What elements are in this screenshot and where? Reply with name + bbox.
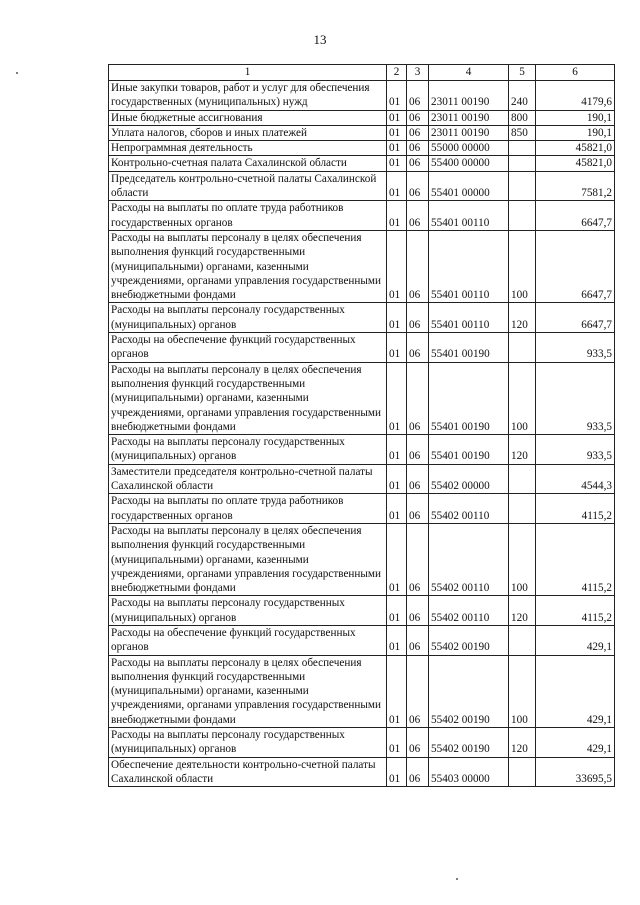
amount-cell: 4115,2 [536,494,615,524]
table-row [109,435,615,465]
amount-cell: 933,5 [536,362,615,434]
table-row [109,156,615,171]
row-name-cell: Заместители председателя контрольно-счетной палаты Сахалинской области [109,464,387,494]
col-header-6: 6 [536,65,615,81]
amount-cell: 6647,7 [536,201,615,231]
expense-type-cell: 100 [509,362,536,434]
target-article-cell: 55000 00000 [429,141,509,156]
table-row [109,201,615,231]
subsection-code-cell: 06 [407,81,429,111]
target-article-cell: 55400 00000 [429,156,509,171]
expense-type-cell [509,171,536,201]
section-code-cell: 01 [387,464,407,494]
table-row [109,171,615,201]
target-article-cell: 55402 00190 [429,625,509,655]
col-header-5: 5 [509,65,536,81]
section-code-cell: 01 [387,362,407,434]
table-row [109,757,615,787]
amount-cell: 4115,2 [536,596,615,626]
table-row [109,625,615,655]
table-body [109,81,615,787]
subsection-code-cell: 06 [407,171,429,201]
col-header-3: 3 [407,65,429,81]
subsection-code-cell: 06 [407,728,429,758]
expense-type-cell: 850 [509,125,536,140]
table-row [109,110,615,125]
row-name-cell: Расходы на выплаты персоналу государственных (муниципальных) органов [109,435,387,465]
subsection-code-cell: 06 [407,655,429,727]
section-code-cell: 01 [387,494,407,524]
expense-type-cell [509,156,536,171]
subsection-code-cell: 06 [407,494,429,524]
row-name-cell: Контрольно-счетная палата Сахалинской области [109,156,387,171]
subsection-code-cell: 06 [407,333,429,363]
row-name-cell: Расходы на выплаты персоналу в целях обеспечения выполнения функций государственными (муниципальными) органами, казенными учреждениями, органами управления государственными внебюджетными фондами [109,523,387,595]
amount-cell: 6647,7 [536,230,615,302]
subsection-code-cell: 06 [407,435,429,465]
expense-type-cell [509,141,536,156]
amount-cell: 33695,5 [536,757,615,787]
target-article-cell: 23011 00190 [429,81,509,111]
table-row [109,596,615,626]
table-row [109,230,615,302]
row-name-cell: Расходы на выплаты персоналу в целях обеспечения выполнения функций государственными (муниципальными) органами, казенными учреждениями, органами управления государственными внебюджетными фондами [109,362,387,434]
subsection-code-cell: 06 [407,303,429,333]
table-row [109,333,615,363]
subsection-code-cell: 06 [407,141,429,156]
section-code-cell: 01 [387,110,407,125]
subsection-code-cell: 06 [407,230,429,302]
target-article-cell: 55401 00110 [429,303,509,333]
section-code-cell: 01 [387,303,407,333]
col-header-1: 1 [109,65,387,81]
subsection-code-cell: 06 [407,757,429,787]
amount-cell: 429,1 [536,625,615,655]
subsection-code-cell: 06 [407,596,429,626]
target-article-cell: 55402 00110 [429,494,509,524]
subsection-code-cell: 06 [407,201,429,231]
expense-type-cell [509,625,536,655]
section-code-cell: 01 [387,655,407,727]
target-article-cell: 55403 00000 [429,757,509,787]
row-name-cell: Расходы на выплаты персоналу в целях обеспечения выполнения функций государственными (муниципальными) органами, казенными учреждениями, органами управления государственными внебюджетными фондами [109,230,387,302]
expense-type-cell: 100 [509,230,536,302]
section-code-cell: 01 [387,156,407,171]
target-article-cell: 55402 00110 [429,596,509,626]
target-article-cell: 23011 00190 [429,110,509,125]
amount-cell: 4179,6 [536,81,615,111]
amount-cell: 4115,2 [536,523,615,595]
expense-type-cell: 120 [509,596,536,626]
section-code-cell: 01 [387,141,407,156]
target-article-cell: 55401 00000 [429,171,509,201]
subsection-code-cell: 06 [407,156,429,171]
row-name-cell: Уплата налогов, сборов и иных платежей [109,125,387,140]
amount-cell: 429,1 [536,655,615,727]
table-row [109,728,615,758]
section-code-cell: 01 [387,728,407,758]
row-name-cell: Расходы на выплаты по оплате труда работников государственных органов [109,494,387,524]
amount-cell: 190,1 [536,125,615,140]
expense-type-cell: 120 [509,435,536,465]
col-header-4: 4 [429,65,509,81]
target-article-cell: 55402 00190 [429,655,509,727]
table-row [109,494,615,524]
target-article-cell: 55402 00110 [429,523,509,595]
expense-type-cell: 120 [509,303,536,333]
section-code-cell: 01 [387,171,407,201]
expense-type-cell: 120 [509,728,536,758]
row-name-cell: Иные бюджетные ассигнования [109,110,387,125]
budget-table [108,64,615,787]
row-name-cell: Председатель контрольно-счетной палаты Сахалинской области [109,171,387,201]
col-header-2: 2 [387,65,407,81]
row-name-cell: Непрограммная деятельность [109,141,387,156]
section-code-cell: 01 [387,125,407,140]
expense-type-cell [509,464,536,494]
target-article-cell: 55401 00190 [429,333,509,363]
target-article-cell: 55401 00110 [429,230,509,302]
header-row [109,65,615,81]
amount-cell: 45821,0 [536,156,615,171]
expense-type-cell: 100 [509,523,536,595]
table-row [109,362,615,434]
target-article-cell: 55402 00000 [429,464,509,494]
expense-type-cell: 800 [509,110,536,125]
amount-cell: 190,1 [536,110,615,125]
scan-speck [16,72,18,74]
row-name-cell: Расходы на выплаты по оплате труда работников государственных органов [109,201,387,231]
row-name-cell: Расходы на выплаты персоналу государственных (муниципальных) органов [109,596,387,626]
expense-type-cell [509,494,536,524]
row-name-cell: Расходы на выплаты персоналу государственных (муниципальных) органов [109,728,387,758]
subsection-code-cell: 06 [407,464,429,494]
section-code-cell: 01 [387,333,407,363]
table-row [109,303,615,333]
subsection-code-cell: 06 [407,523,429,595]
section-code-cell: 01 [387,757,407,787]
table-row [109,655,615,727]
target-article-cell: 55401 00190 [429,362,509,434]
section-code-cell: 01 [387,230,407,302]
section-code-cell: 01 [387,596,407,626]
amount-cell: 45821,0 [536,141,615,156]
row-name-cell: Обеспечение деятельности контрольно-счетной палаты Сахалинской области [109,757,387,787]
section-code-cell: 01 [387,201,407,231]
amount-cell: 7581,2 [536,171,615,201]
section-code-cell: 01 [387,625,407,655]
expense-type-cell [509,757,536,787]
target-article-cell: 55402 00190 [429,728,509,758]
row-name-cell: Расходы на обеспечение функций государственных органов [109,625,387,655]
target-article-cell: 55401 00110 [429,201,509,231]
row-name-cell: Расходы на выплаты персоналу государственных (муниципальных) органов [109,303,387,333]
row-name-cell: Расходы на выплаты персоналу в целях обеспечения выполнения функций государственными (муниципальными) органами, казенными учреждениями, органами управления государственными внебюджетными фондами [109,655,387,727]
scan-speck [456,878,458,880]
table-row [109,81,615,111]
expense-type-cell [509,201,536,231]
subsection-code-cell: 06 [407,625,429,655]
table-row [109,141,615,156]
amount-cell: 429,1 [536,728,615,758]
row-name-cell: Иные закупки товаров, работ и услуг для обеспечения государственных (муниципальных) нужд [109,81,387,111]
row-name-cell: Расходы на обеспечение функций государственных органов [109,333,387,363]
subsection-code-cell: 06 [407,110,429,125]
page-number: 13 [313,32,327,47]
section-code-cell: 01 [387,435,407,465]
subsection-code-cell: 06 [407,125,429,140]
target-article-cell: 23011 00190 [429,125,509,140]
amount-cell: 933,5 [536,435,615,465]
target-article-cell: 55401 00190 [429,435,509,465]
table-row [109,125,615,140]
section-code-cell: 01 [387,523,407,595]
expense-type-cell [509,333,536,363]
expense-type-cell: 100 [509,655,536,727]
section-code-cell: 01 [387,81,407,111]
subsection-code-cell: 06 [407,362,429,434]
table-row [109,464,615,494]
expense-type-cell: 240 [509,81,536,111]
amount-cell: 4544,3 [536,464,615,494]
table-row [109,523,615,595]
amount-cell: 933,5 [536,333,615,363]
amount-cell: 6647,7 [536,303,615,333]
